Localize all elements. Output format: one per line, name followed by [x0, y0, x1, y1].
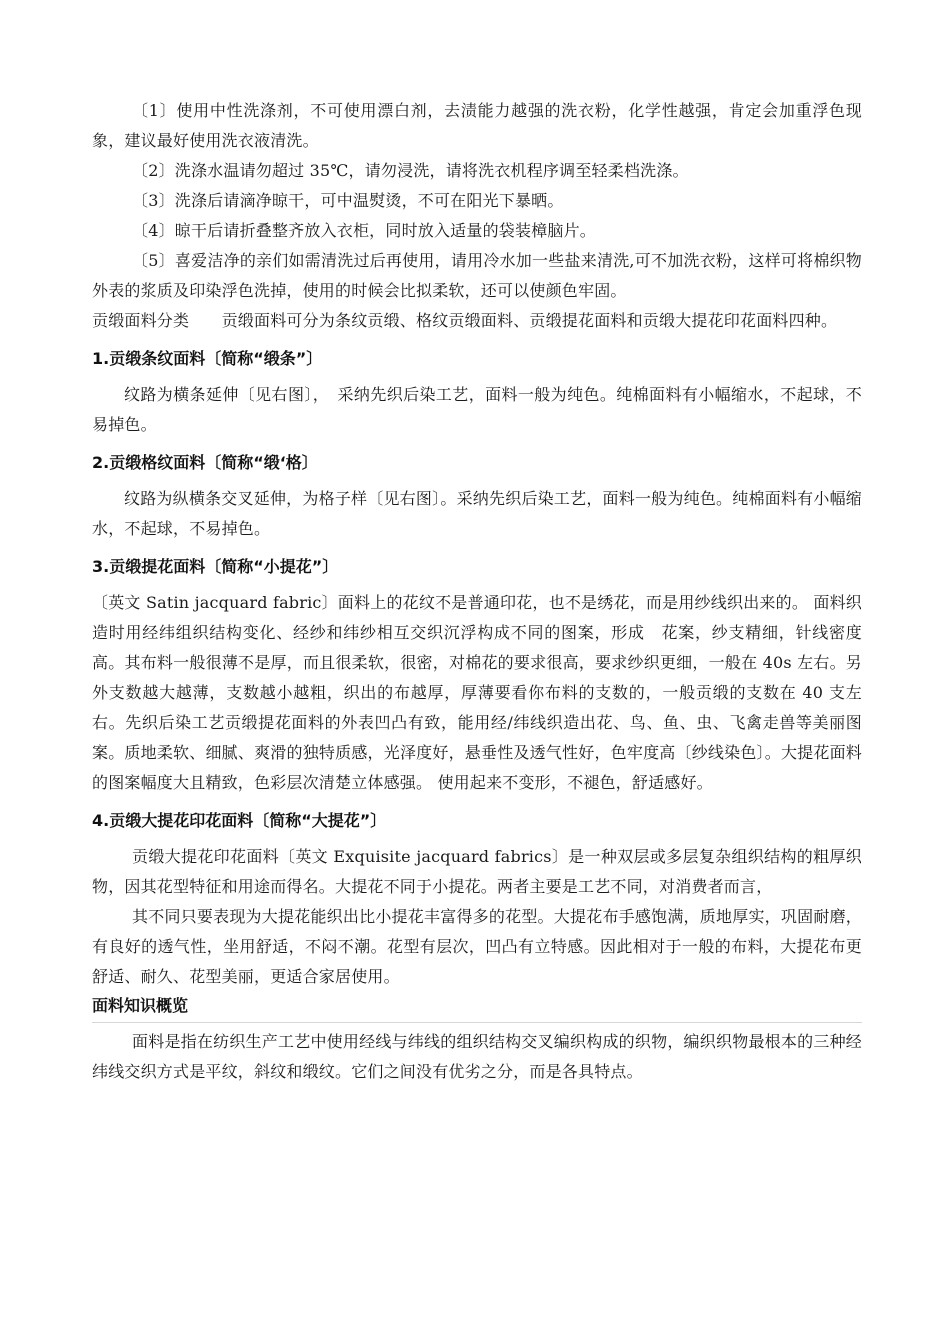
overview-heading: 面料知识概览 — [92, 992, 862, 1023]
care-item-1: 〔1〕使用中性洗涤剂，不可使用漂白剂，去渍能力越强的洗衣粉，化学性越强，肯定会加重浮色现象，建议最好使用洗衣液清洗。 — [92, 101, 862, 150]
care-item-3: 〔3〕洗涤后请滴净晾干，可中温熨烫，不可在阳光下暴晒。 — [132, 191, 564, 210]
section-body-1: 纹路为横条延伸〔见右图〕， 采纳先织后染工艺，面料一般为纯色。纯棉面料有小幅缩水，不起球，不易掉色。 — [92, 385, 862, 434]
care-item-2: 〔2〕洗涤水温请勿超过 35℃，请勿浸洗，请将洗衣机程序调至轻柔档洗涤。 — [132, 161, 689, 180]
section-heading-3: 3.贡缎提花面料〔简称“小提花”〕 — [92, 557, 339, 576]
section-body-4: 贡缎大提花印花面料〔英文 Exquisite jacquard fabrics〕是一种双层或多层复杂组织结构的粗厚织物，因其花型特征和用途而得名。大提花不同于小提花。两者主要是工艺不同，对消费者而言， — [92, 847, 862, 896]
care-item-5: 〔5〕喜爱洁净的亲们如需清洗过后再使用，请用冷水加一些盐来清洗,可不加洗衣粉，这样可将棉织物外表的浆质及印染浮色洗掉，使用的时候会比拟柔软，还可以使颜色牢固。 — [92, 251, 862, 300]
overview-body: 面料是指在纺织生产工艺中使用经线与纬线的组织结构交叉编织构成的织物，编织织物最根本的三种经纬线交织方式是平纹，斜纹和缎纹。它们之间没有优劣之分，而是各具特点。 — [92, 1032, 862, 1081]
care-item-4: 〔4〕晾干后请折叠整齐放入衣柜，同时放入适量的袋装樟脑片。 — [132, 221, 596, 240]
section-heading-4: 4.贡缎大提花印花面料〔简称“大提花”〕 — [92, 811, 387, 830]
section-body-2: 纹路为纵横条交叉延伸，为格子样〔见右图〕。采纳先织后染工艺，面料一般为纯色。纯棉面料有小幅缩水，不起球，不易掉色。 — [92, 489, 862, 538]
section-body-4-continued: 其不同只要表现为大提花能织出比小提花丰富得多的花型。大提花布手感饱满，质地厚实，巩固耐磨，有良好的透气性，坐用舒适，不闷不潮。花型有层次，凹凸有立特感。因此相对于一般的布料，大提花布更舒适、耐久、花型美丽，更适合家居使用。 — [92, 907, 862, 986]
classification-paragraph: 贡缎面料分类 贡缎面料可分为条纹贡缎、格纹贡缎面料、贡缎提花面料和贡缎大提花印花面料四种。 — [92, 311, 838, 330]
section-body-3: 〔英文 Satin jacquard fabric〕面料上的花纹不是普通印花，也不是绣花，而是用纱线织出来的。 面料织造时用经纬组织结构变化、经纱和纬纱相互交织沉浮构成不同的图案，形成 花案，纱支精细，针线密度高。其布料一般很薄不是厚，而且很柔软，很密，对棉花的要求很高，要求纱织更细，一般在 40s 左右。另外支数越大越薄，支数越小越粗，织出的布越厚，厚薄要看你布料的支数的，一般贡缎的支数在 40 支左右。先织后染工艺贡缎提花面料的外表凹凸有致，能用经/纬线织造出花、鸟、鱼、虫、飞禽走兽等美丽图案。质地柔软、细腻、爽滑的独特质感，光泽度好，悬垂性及透气性好，色牢度高〔纱线染色〕。大提花面料的图案幅度大且精致，色彩层次清楚立体感强。 使用起来不变形，不褪色，舒适感好。 — [92, 593, 862, 792]
section-heading-2: 2.贡缎格纹面料〔简称“缎‘格〕 — [92, 453, 318, 472]
section-heading-1: 1.贡缎条纹面料〔简称“缎条”〕 — [92, 349, 323, 368]
document-page — [92, 96, 862, 1087]
